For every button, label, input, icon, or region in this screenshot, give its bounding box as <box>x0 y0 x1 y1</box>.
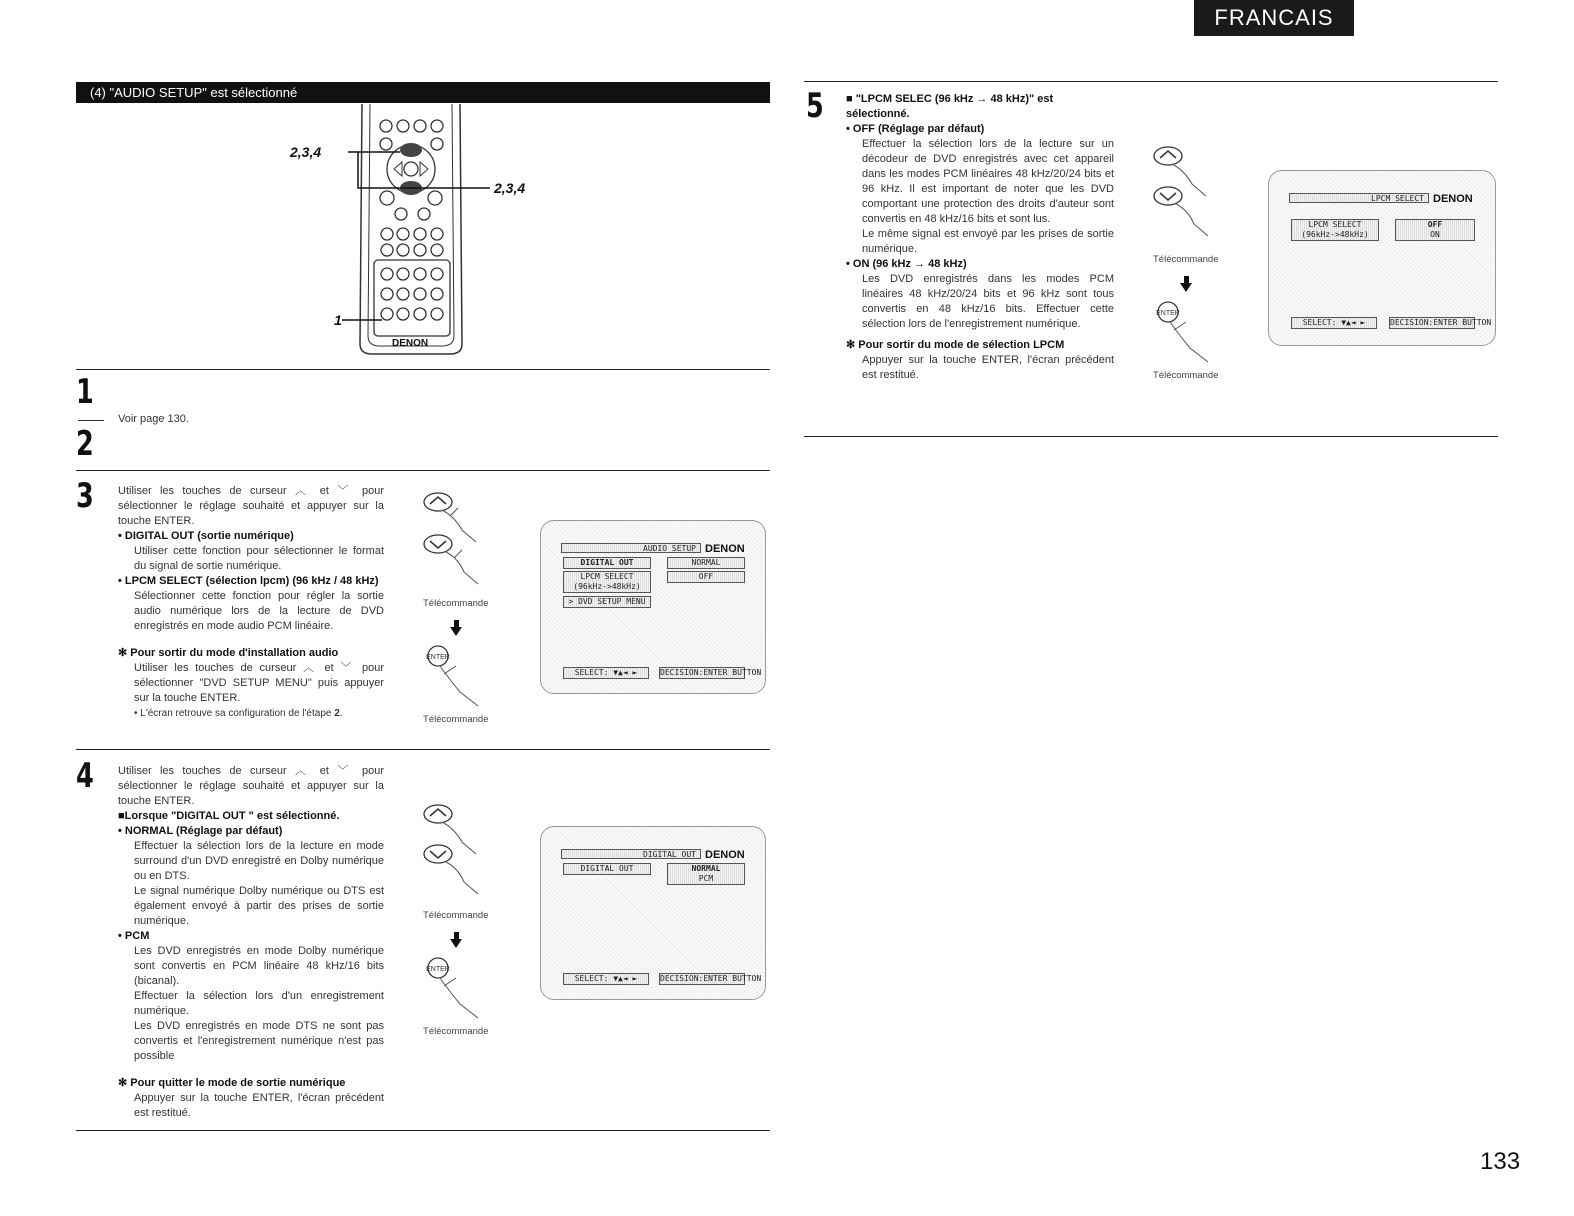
step-4-remote-actions <box>420 800 500 1040</box>
osd-brand: DENON <box>705 543 745 555</box>
step-5-body <box>846 92 1114 383</box>
step-4-exit-title: ✻ Pour quitter le mode de sortie numérique <box>118 1077 346 1089</box>
cursor-up-icon <box>1150 142 1230 252</box>
step-3-intro: Utiliser les touches de curseur ︿ et ﹀ pour sélectionner le réglage souhaité et appuyer sur la touche ENTER. <box>118 485 384 527</box>
step-5-exit-title: ✻ Pour sortir du mode de sélection LPCM <box>846 339 1065 351</box>
step-3-item1-text: Utiliser cette fonction pour sélectionner le format du signal de sortie numérique. <box>134 545 384 572</box>
step-3-item2-title: • LPCM SELECT (sélection lpcm) (96 kHz / 48 kHz) <box>118 575 379 587</box>
language-tab: FRANCAIS <box>1194 0 1354 36</box>
section-title: (4) "AUDIO SETUP" est sélectionné <box>76 82 770 103</box>
divider <box>76 1130 770 1131</box>
osd-brand: DENON <box>1433 193 1473 205</box>
step-5-heading1: ■ "LPCM SELEC (96 kHz → 48 kHz)" est <box>846 93 1054 105</box>
remote-diagram <box>290 104 550 356</box>
step-2-number: 2 <box>76 424 94 464</box>
step-3-caption-1: Télécommande <box>423 598 489 609</box>
step-4-item2-title: • PCM <box>118 930 150 942</box>
step-5-heading2: sélectionné. <box>846 108 910 120</box>
step-5-caption-1: Télécommande <box>1153 254 1219 265</box>
osd-footer-right: DECISION:ENTER BUTTON <box>660 974 762 983</box>
step-4-item1-text1: Effectuer la sélection lors de la lecture en mode surround d'un DVD enregistré en Dolby numérique ou en DTS. <box>134 840 384 882</box>
step-4-body <box>118 764 384 1121</box>
step-5-osd-screen <box>1268 170 1496 346</box>
step-3-body <box>118 484 384 721</box>
step-12-text: Voir page 130. <box>118 413 189 425</box>
step-3-item1-title: • DIGITAL OUT (sortie numérique) <box>118 530 294 542</box>
step-4-caption-1: Télécommande <box>423 910 489 921</box>
osd-row1-right: NORMAL PCM <box>667 863 745 885</box>
enter-button-icon <box>420 956 500 1026</box>
osd-row1-left: DIGITAL OUT <box>563 863 651 875</box>
svg-text:ENTER: ENTER <box>1156 310 1180 317</box>
step-3-caption-2: Télécommande <box>423 714 489 725</box>
cursor-up-icon <box>420 486 500 606</box>
osd-footer-left: SELECT: ▼▲◄ ► <box>563 973 649 985</box>
label-right: 2,3,4 <box>494 180 526 196</box>
arrow-down-icon <box>450 620 462 636</box>
step-3-number: 3 <box>76 476 94 516</box>
osd-footer-left: SELECT: ▼▲◄ ► <box>563 667 649 679</box>
osd-title: DIGITAL OUT <box>561 849 701 859</box>
step-4-exit-text: Appuyer sur la touche ENTER, l'écran précédent est restitué. <box>134 1092 384 1119</box>
step-4-item2-text1: Les DVD enregistrés en mode Dolby numérique sont convertis en PCM linéaire 48 kHz/16 bits (bicanal). <box>134 945 384 987</box>
page-number: 133 <box>1480 1148 1521 1175</box>
step-4-item1-text2: Le signal numérique Dolby numérique ou DTS est également envoyé à partir des prises de sortie numérique. <box>134 885 384 927</box>
step-dash <box>78 420 104 421</box>
arrow-down-icon <box>450 932 462 948</box>
osd-row1-right: NORMAL <box>667 557 745 569</box>
label-left: 2,3,4 <box>290 144 322 160</box>
osd-row1-left: DIGITAL OUT <box>563 557 651 569</box>
step-5-item2-title: • ON (96 kHz → 48 kHz) <box>846 258 967 270</box>
osd-title: LPCM SELECT <box>1289 193 1429 203</box>
step-4-heading: ■Lorsque "DIGITAL OUT " est sélectionné. <box>118 810 340 822</box>
step-4-item2-text3: Les DVD enregistrés en mode DTS ne sont pas convertis et l'enregistrement numérique n'est pas possible <box>134 1020 384 1062</box>
osd-row1-left: LPCM SELECT (96kHz->48kHz) <box>1291 219 1379 241</box>
divider <box>76 470 770 471</box>
step-3-item2-text: Sélectionner cette fonction pour régler la sortie audio numérique lors de la lecture de DVD enregistrés en mode audio PCM linéaire. <box>134 590 384 632</box>
step-4-item1-title: • NORMAL (Réglage par défaut) <box>118 825 283 837</box>
osd-footer-left: SELECT: ▼▲◄ ► <box>1291 317 1377 329</box>
step-5-exit-text: Appuyer sur la touche ENTER, l'écran précédent est restitué. <box>862 354 1114 381</box>
step-5-number: 5 <box>806 86 824 126</box>
remote-brand: DENON <box>392 338 429 349</box>
step-5-item1-text1: Effectuer la sélection lors de la lecture sur un décodeur de DVD enregistrés avec cet appareil dans les modes PCM linéaires 48 kHz/20/24 bits et 96 kHz. Il est important de noter que les DVD comportant une protection des droits d'auteur sont convertis en 48 kHz/16 bits et sont lus. <box>862 138 1114 225</box>
step-4-item2-text2: Effectuer la sélection lors d'un enregistrement numérique. <box>134 990 384 1017</box>
step-3-remote-actions <box>420 486 500 726</box>
enter-button-icon <box>420 644 500 714</box>
step-5-caption-2: Télécommande <box>1153 370 1219 381</box>
osd-row2-left: LPCM SELECT (96kHz->48kHz) <box>563 571 651 593</box>
step-5-item1-text2: Le même signal est envoyé par les prises de sortie numérique. <box>862 228 1114 255</box>
osd-footer-right: DECISION:ENTER BUTTON <box>1390 318 1492 327</box>
step-3-exit-text: Utiliser les touches de curseur ︿ et ﹀ pour sélectionner "DVD SETUP MENU" puis appuyer sur la touche ENTER. <box>134 662 384 704</box>
remote-control-illustration <box>290 104 550 356</box>
step-3-exit-title: ✻ Pour sortir du mode d'installation audio <box>118 647 339 659</box>
svg-text:ENTER: ENTER <box>426 966 450 973</box>
osd-row2-right: OFF <box>667 571 745 583</box>
osd-row3-left: > DVD SETUP MENU <box>563 596 651 608</box>
osd-title: AUDIO SETUP <box>561 543 701 553</box>
step-3-exit-note: • L'écran retrouve sa configuration de l'étape 2. <box>134 708 343 719</box>
divider <box>804 81 1498 82</box>
step-3-osd-screen <box>540 520 766 694</box>
enter-button-icon <box>1150 300 1230 370</box>
step-4-caption-2: Télécommande <box>423 1026 489 1037</box>
divider <box>804 436 1498 437</box>
step-4-osd-screen <box>540 826 766 1000</box>
osd-row1-right: OFF ON <box>1395 219 1475 241</box>
arrow-down-icon <box>1180 276 1192 292</box>
step-5-remote-actions <box>1150 142 1230 387</box>
divider <box>76 369 770 370</box>
step-5-item2-text: Les DVD enregistrés dans les modes PCM linéaires 48 kHz/20/24 bits et 96 kHz sont tous convertis en 48 kHz/16 bits. Effectuer cette sélection lors de l'enregistrement numérique. <box>862 273 1114 330</box>
step-5-item1-title: • OFF (Réglage par défaut) <box>846 123 985 135</box>
osd-brand: DENON <box>705 849 745 861</box>
label-one: 1 <box>334 312 342 328</box>
svg-text:ENTER: ENTER <box>426 654 450 661</box>
step-1-number: 1 <box>76 372 94 412</box>
divider <box>76 749 770 750</box>
cursor-up-icon <box>420 800 500 910</box>
osd-footer-right: DECISION:ENTER BUTTON <box>660 668 762 677</box>
step-4-intro: Utiliser les touches de curseur ︿ et ﹀ pour sélectionner le réglage souhaité et appuyer sur la touche ENTER. <box>118 765 384 807</box>
step-4-number: 4 <box>76 756 94 796</box>
